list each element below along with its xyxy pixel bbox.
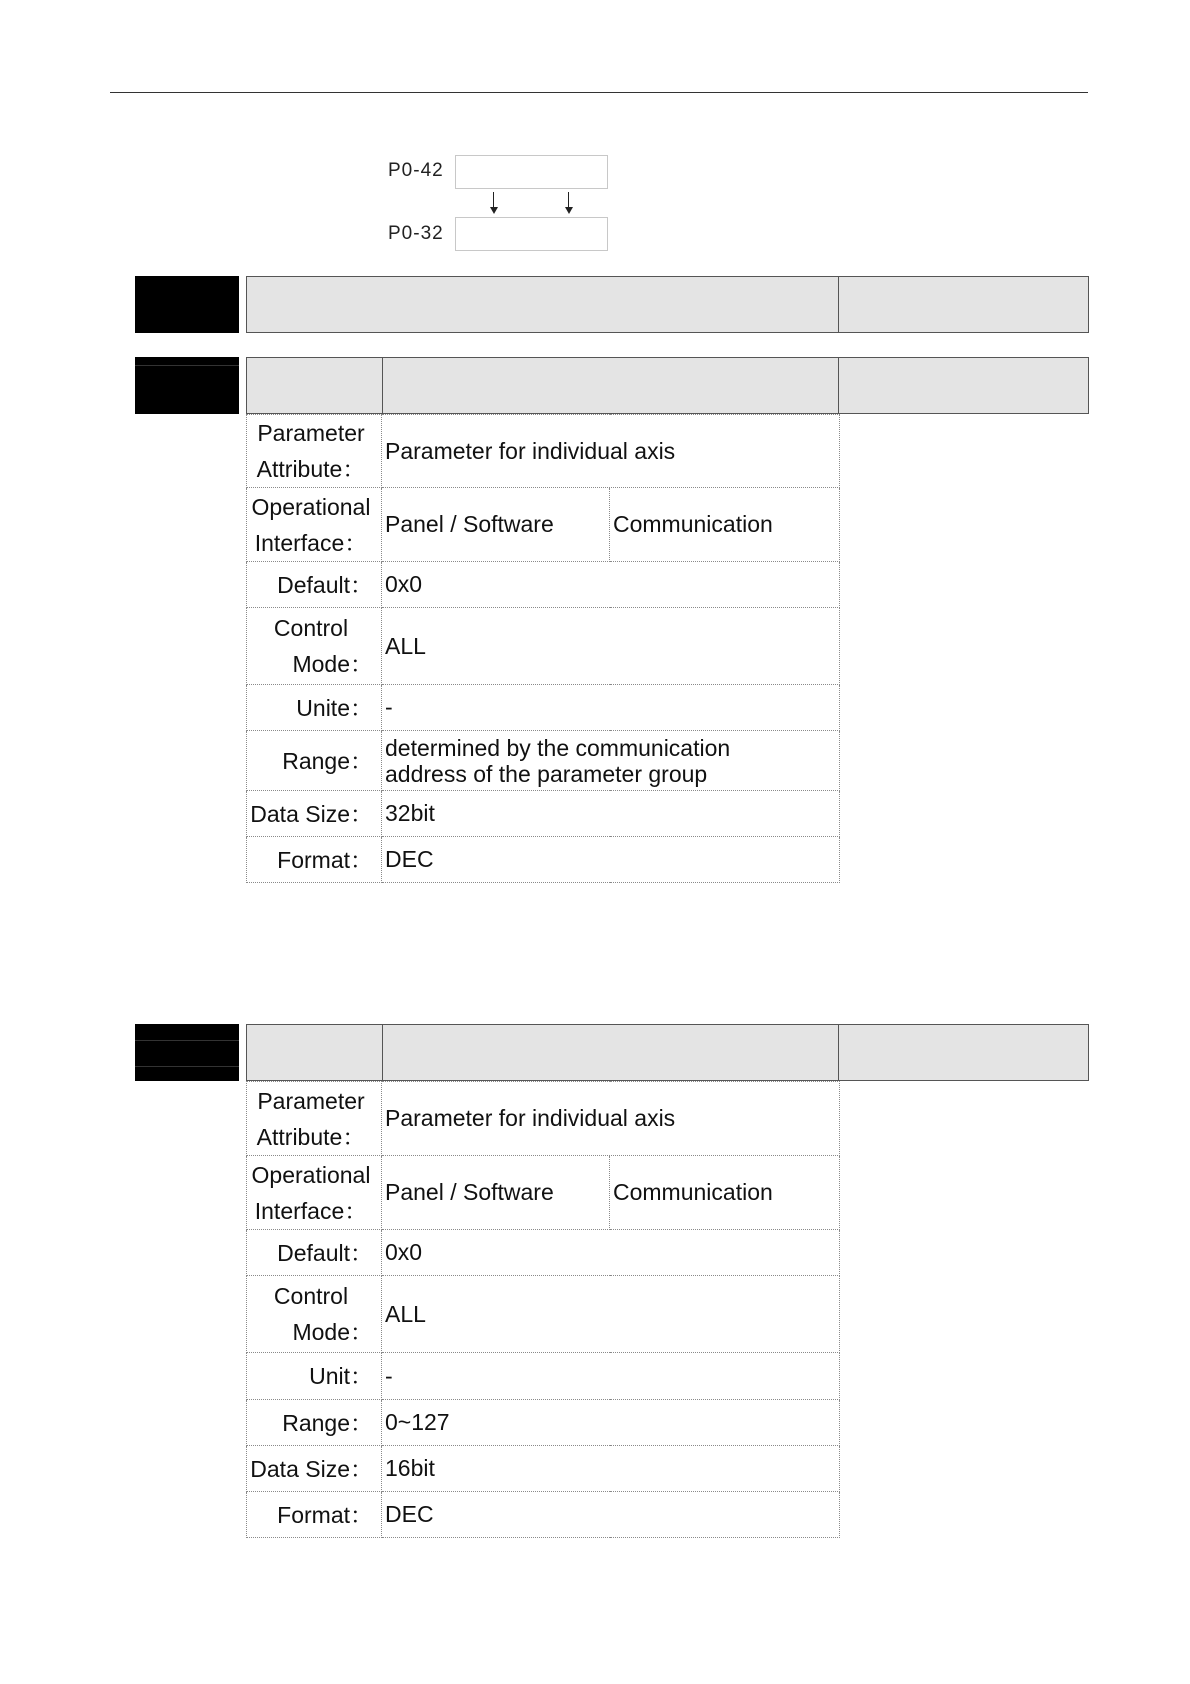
arrow-down-icon [565,207,573,214]
row-value: DEC [382,837,840,883]
row-value: Panel / Software [382,1156,610,1230]
parameter-code-tab [135,1024,239,1081]
diagram-box-p0-32 [455,217,608,251]
arrow-down-icon [490,207,498,214]
arrow-line-left [493,192,494,208]
attribute-table [246,1081,840,1538]
table-row [247,1400,840,1446]
table-row [247,1446,840,1492]
table-row [247,685,840,731]
row-value: ALL [382,1276,840,1353]
parameter-header-bar [246,1024,1089,1081]
table-row [247,791,840,837]
row-label: Unit： [247,1353,382,1400]
row-value: Panel / Software [382,488,610,562]
table-row [247,1276,840,1353]
diagram-label-p0-42: P0-42 [388,160,444,181]
row-value: Parameter for individual axis [382,415,840,488]
header-divider [838,1025,839,1080]
row-value: ALL [382,608,840,685]
row-label: Default： [247,562,382,608]
row-value: DEC [382,1492,840,1538]
table-row [247,1082,840,1156]
row-value: 32bit [382,791,840,837]
row-label: Parameter Attribute： [247,1082,382,1156]
header-divider [382,358,383,413]
table-row [247,1353,840,1400]
row-value: 16bit [382,1446,840,1492]
row-value: 0x0 [382,562,840,608]
attribute-table [246,414,840,883]
diagram-label-p0-32: P0-32 [388,223,444,244]
table-row [247,415,840,488]
row-value: Communication [610,1156,840,1230]
row-label: Data Size： [247,791,382,837]
row-label: Range： [247,731,382,791]
row-value: 0~127 [382,1400,840,1446]
parameter-header-bar [246,357,1089,414]
row-label: Operational Interface： [247,488,382,562]
row-label: Default： [247,1230,382,1276]
header-rule [110,92,1088,93]
row-value: Parameter for individual axis [382,1082,840,1156]
row-label: Format： [247,837,382,883]
table-row [247,1492,840,1538]
table-row [247,562,840,608]
row-value: - [382,1353,840,1400]
table-row [247,1156,840,1230]
row-label: Control Mode： [247,1276,382,1353]
header-divider [838,358,839,413]
row-label: Data Size： [247,1446,382,1492]
row-value: determined by the communication address of the parameter group [382,731,840,791]
parameter-code-tab [135,357,239,414]
table-row [247,488,840,562]
row-label: Control Mode： [247,608,382,685]
arrow-line-right [568,192,569,208]
row-label: Format： [247,1492,382,1538]
table-row [247,731,840,791]
header-divider [382,1025,383,1080]
row-label: Range： [247,1400,382,1446]
row-value: 0x0 [382,1230,840,1276]
row-value: Communication [610,488,840,562]
table-row [247,837,840,883]
header-divider [838,277,839,332]
table-row [247,1230,840,1276]
row-label: Unite： [247,685,382,731]
parameter-code-tab [135,276,239,333]
parameter-header-bar [246,276,1089,333]
row-label: Parameter Attribute： [247,415,382,488]
row-label: Operational Interface： [247,1156,382,1230]
row-value: - [382,685,840,731]
diagram-box-p0-42 [455,155,608,189]
table-row [247,608,840,685]
